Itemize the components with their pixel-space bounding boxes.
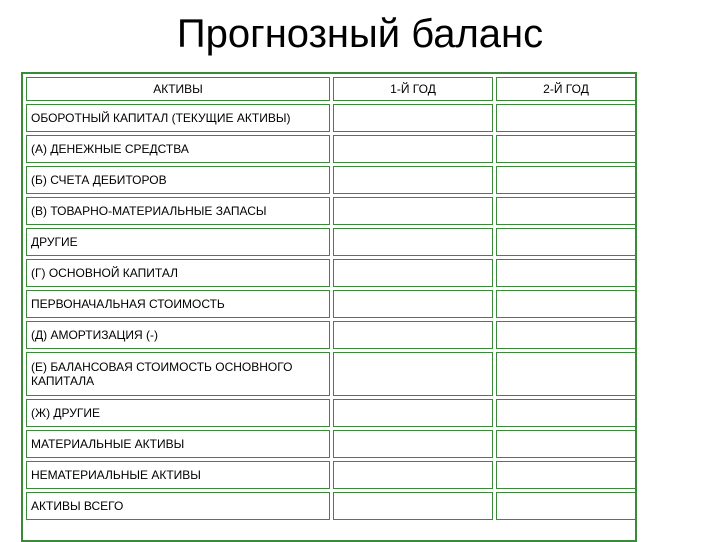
row-label: (В) ТОВАРНО-МАТЕРИАЛЬНЫЕ ЗАПАСЫ bbox=[26, 197, 330, 225]
cell-year-1 bbox=[333, 228, 493, 256]
row-label: (А) ДЕНЕЖНЫЕ СРЕДСТВА bbox=[26, 135, 330, 163]
cell-year-2 bbox=[496, 228, 636, 256]
cell-year-1 bbox=[333, 352, 493, 396]
header-assets: АКТИВЫ bbox=[26, 77, 330, 101]
cell-year-1 bbox=[333, 135, 493, 163]
cell-year-2 bbox=[496, 492, 636, 520]
cell-year-2 bbox=[496, 352, 636, 396]
table-row bbox=[26, 352, 636, 396]
cell-year-2 bbox=[496, 104, 636, 132]
cell-year-1 bbox=[333, 290, 493, 318]
row-label: (Ж) ДРУГИЕ bbox=[26, 399, 330, 427]
cell-year-2 bbox=[496, 166, 636, 194]
header-year-2: 2-Й ГОД bbox=[496, 77, 636, 101]
table-row bbox=[26, 430, 636, 458]
row-label: (Б) СЧЕТА ДЕБИТОРОВ bbox=[26, 166, 330, 194]
row-label: АКТИВЫ ВСЕГО bbox=[26, 492, 330, 520]
cell-year-2 bbox=[496, 259, 636, 287]
table-row bbox=[26, 399, 636, 427]
table-row bbox=[26, 290, 636, 318]
table-row bbox=[26, 104, 636, 132]
page-title: Прогнозный баланс bbox=[176, 12, 544, 56]
cell-year-1 bbox=[333, 104, 493, 132]
table-row bbox=[26, 321, 636, 349]
cell-year-1 bbox=[333, 430, 493, 458]
table-row bbox=[26, 166, 636, 194]
table-row bbox=[26, 492, 636, 520]
row-label: ПЕРВОНАЧАЛЬНАЯ СТОИМОСТЬ bbox=[26, 290, 330, 318]
table-header-row bbox=[26, 77, 636, 101]
cell-year-2 bbox=[496, 321, 636, 349]
table-row bbox=[26, 461, 636, 489]
cell-year-1 bbox=[333, 321, 493, 349]
cell-year-1 bbox=[333, 492, 493, 520]
cell-year-1 bbox=[333, 399, 493, 427]
cell-year-2 bbox=[496, 430, 636, 458]
forecast-balance-table bbox=[21, 72, 637, 542]
cell-year-1 bbox=[333, 197, 493, 225]
row-label: ОБОРОТНЫЙ КАПИТАЛ (ТЕКУЩИЕ АКТИВЫ) bbox=[26, 104, 330, 132]
cell-year-2 bbox=[496, 399, 636, 427]
cell-year-1 bbox=[333, 166, 493, 194]
row-label: (Г) ОСНОВНОЙ КАПИТАЛ bbox=[26, 259, 330, 287]
table-row bbox=[26, 259, 636, 287]
table-row bbox=[26, 197, 636, 225]
row-label: (Е) БАЛАНСОВАЯ СТОИМОСТЬ ОСНОВНОГО КАПИТАЛА bbox=[26, 352, 330, 396]
row-label: (Д) АМОРТИЗАЦИЯ (-) bbox=[26, 321, 330, 349]
cell-year-2 bbox=[496, 197, 636, 225]
row-label: НЕМАТЕРИАЛЬНЫЕ АКТИВЫ bbox=[26, 461, 330, 489]
cell-year-2 bbox=[496, 461, 636, 489]
header-year-1: 1-Й ГОД bbox=[333, 77, 493, 101]
cell-year-2 bbox=[496, 290, 636, 318]
table-row bbox=[26, 135, 636, 163]
cell-year-1 bbox=[333, 259, 493, 287]
cell-year-2 bbox=[496, 135, 636, 163]
cell-year-1 bbox=[333, 461, 493, 489]
row-label: ДРУГИЕ bbox=[26, 228, 330, 256]
table-row bbox=[26, 228, 636, 256]
row-label: МАТЕРИАЛЬНЫЕ АКТИВЫ bbox=[26, 430, 330, 458]
